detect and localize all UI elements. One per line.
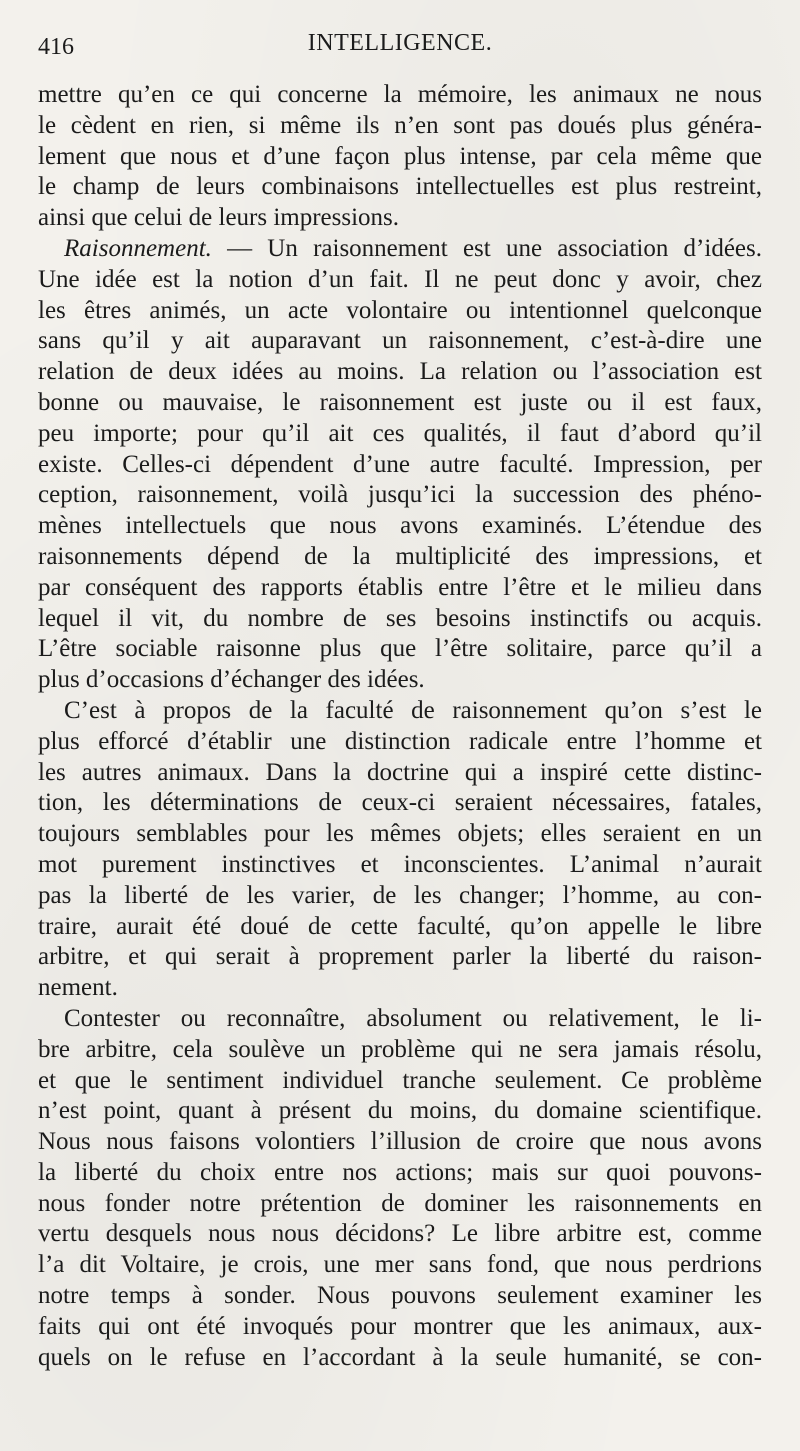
text-line: mettre qu’en ce qui concerne la mémoire, les animaux ne nous xyxy=(38,81,762,108)
text-line: arbitre, et qui serait à proprement parler la liberté du raison- xyxy=(38,943,762,971)
text-line: traire, aurait été doué de cette faculté, qu’on appelle le libre xyxy=(38,912,762,940)
text-line: nous fonder notre prétention de dominer les raisonnements en xyxy=(38,1189,762,1217)
text-line: lement que nous et d’une façon plus intense, par cela même que xyxy=(38,142,762,170)
text-line: vertu desquels nous nous décidons? Le libre arbitre est, comme xyxy=(38,1220,762,1248)
text-line: plus d’occasions d’échanger des idées. xyxy=(38,666,425,694)
text-line: toujours semblables pour les mêmes objets; elles seraient en un xyxy=(38,820,762,848)
text-line: l’a dit Voltaire, je crois, une mer sans fond, que nous perdrions xyxy=(38,1251,762,1279)
text-line: le champ de leurs combinaisons intellectuelles est plus restreint, xyxy=(38,173,762,201)
text-line: existe. Celles-ci dépendent d’une autre faculté. Impression, per xyxy=(38,450,762,478)
text-line: Une idée est la notion d’un fait. Il ne peut donc y avoir, chez xyxy=(38,265,762,293)
text-line: peu importe; pour qu’il ait ces qualités, il faut d’abord qu’il xyxy=(38,419,762,447)
text-line: la liberté du choix entre nos actions; mais sur quoi pouvons- xyxy=(38,1158,762,1186)
text-body xyxy=(38,80,762,1373)
text-line: les autres animaux. Dans la doctrine qui a inspiré cette distinc- xyxy=(38,758,762,786)
text-line: relation de deux idées au moins. La relation ou l’association est xyxy=(38,358,762,386)
text-line: ception, raisonnement, voilà jusqu’ici la succession des phéno- xyxy=(38,481,762,509)
page-header xyxy=(38,28,762,68)
text-line: mènes intellectuels que nous avons examinés. L’étendue des xyxy=(38,512,762,540)
text-line: n’est point, quant à présent du moins, du domaine scientifique. xyxy=(38,1097,762,1125)
text-line: tion, les déterminations de ceux-ci seraient nécessaires, fatales, xyxy=(38,789,762,817)
text-line: C’est à propos de la faculté de raisonnement qu’on s’est le xyxy=(64,696,762,724)
text-line: quels on le refuse en l’accordant à la seule humanité, se con- xyxy=(38,1343,762,1371)
text-line: lequel il vit, du nombre de ses besoins instinctifs ou acquis. xyxy=(38,604,762,632)
text-line: nement. xyxy=(38,974,118,1002)
text-line: mot purement instinctives et inconscientes. L’animal n’aurait xyxy=(38,850,762,878)
text-line: par conséquent des rapports établis entre l’être et le milieu dans xyxy=(38,573,762,601)
text-line: Contester ou reconnaître, absolument ou relativement, le li- xyxy=(64,1004,762,1032)
text-line: faits qui ont été invoqués pour montrer que les animaux, aux- xyxy=(38,1312,762,1340)
text-line: les êtres animés, un acte volontaire ou intentionnel quelconque xyxy=(38,296,762,324)
text-line: plus efforcé d’établir une distinction radicale entre l’homme et xyxy=(38,727,762,755)
text-line: bre arbitre, cela soulève un problème qui ne sera jamais résolu, xyxy=(38,1035,762,1063)
text-line: bonne ou mauvaise, le raisonnement est juste ou il est faux, xyxy=(38,388,762,416)
text-line: notre temps à sonder. Nous pouvons seulement examiner les xyxy=(38,1282,762,1310)
text-line: le cèdent en rien, si même ils n’en sont pas doués plus généra- xyxy=(38,111,762,139)
page-number: 416 xyxy=(38,34,74,60)
text-line: raisonnements dépend de la multiplicité des impressions, et xyxy=(38,542,762,570)
text-line: pas la liberté de les varier, de les changer; l’homme, au con- xyxy=(38,881,762,909)
text-line: et que le sentiment individuel tranche seulement. Ce problème xyxy=(38,1066,762,1094)
text-line: ainsi que celui de leurs impressions. xyxy=(38,204,400,232)
section-heading-text: — Un raisonnement est une association d’idées. xyxy=(211,234,762,262)
text-line: Nous nous faisons volontiers l’illusion de croire que nous avons xyxy=(38,1128,762,1156)
text-line: sans qu’il y ait auparavant un raisonnement, c’est-à-dire une xyxy=(38,327,762,355)
running-title: INTELLIGENCE. xyxy=(307,30,493,56)
section-heading: Raisonnement. xyxy=(64,234,212,262)
text-line: L’être sociable raisonne plus que l’être solitaire, parce qu’il a xyxy=(38,635,762,663)
section-heading-line xyxy=(38,234,762,265)
